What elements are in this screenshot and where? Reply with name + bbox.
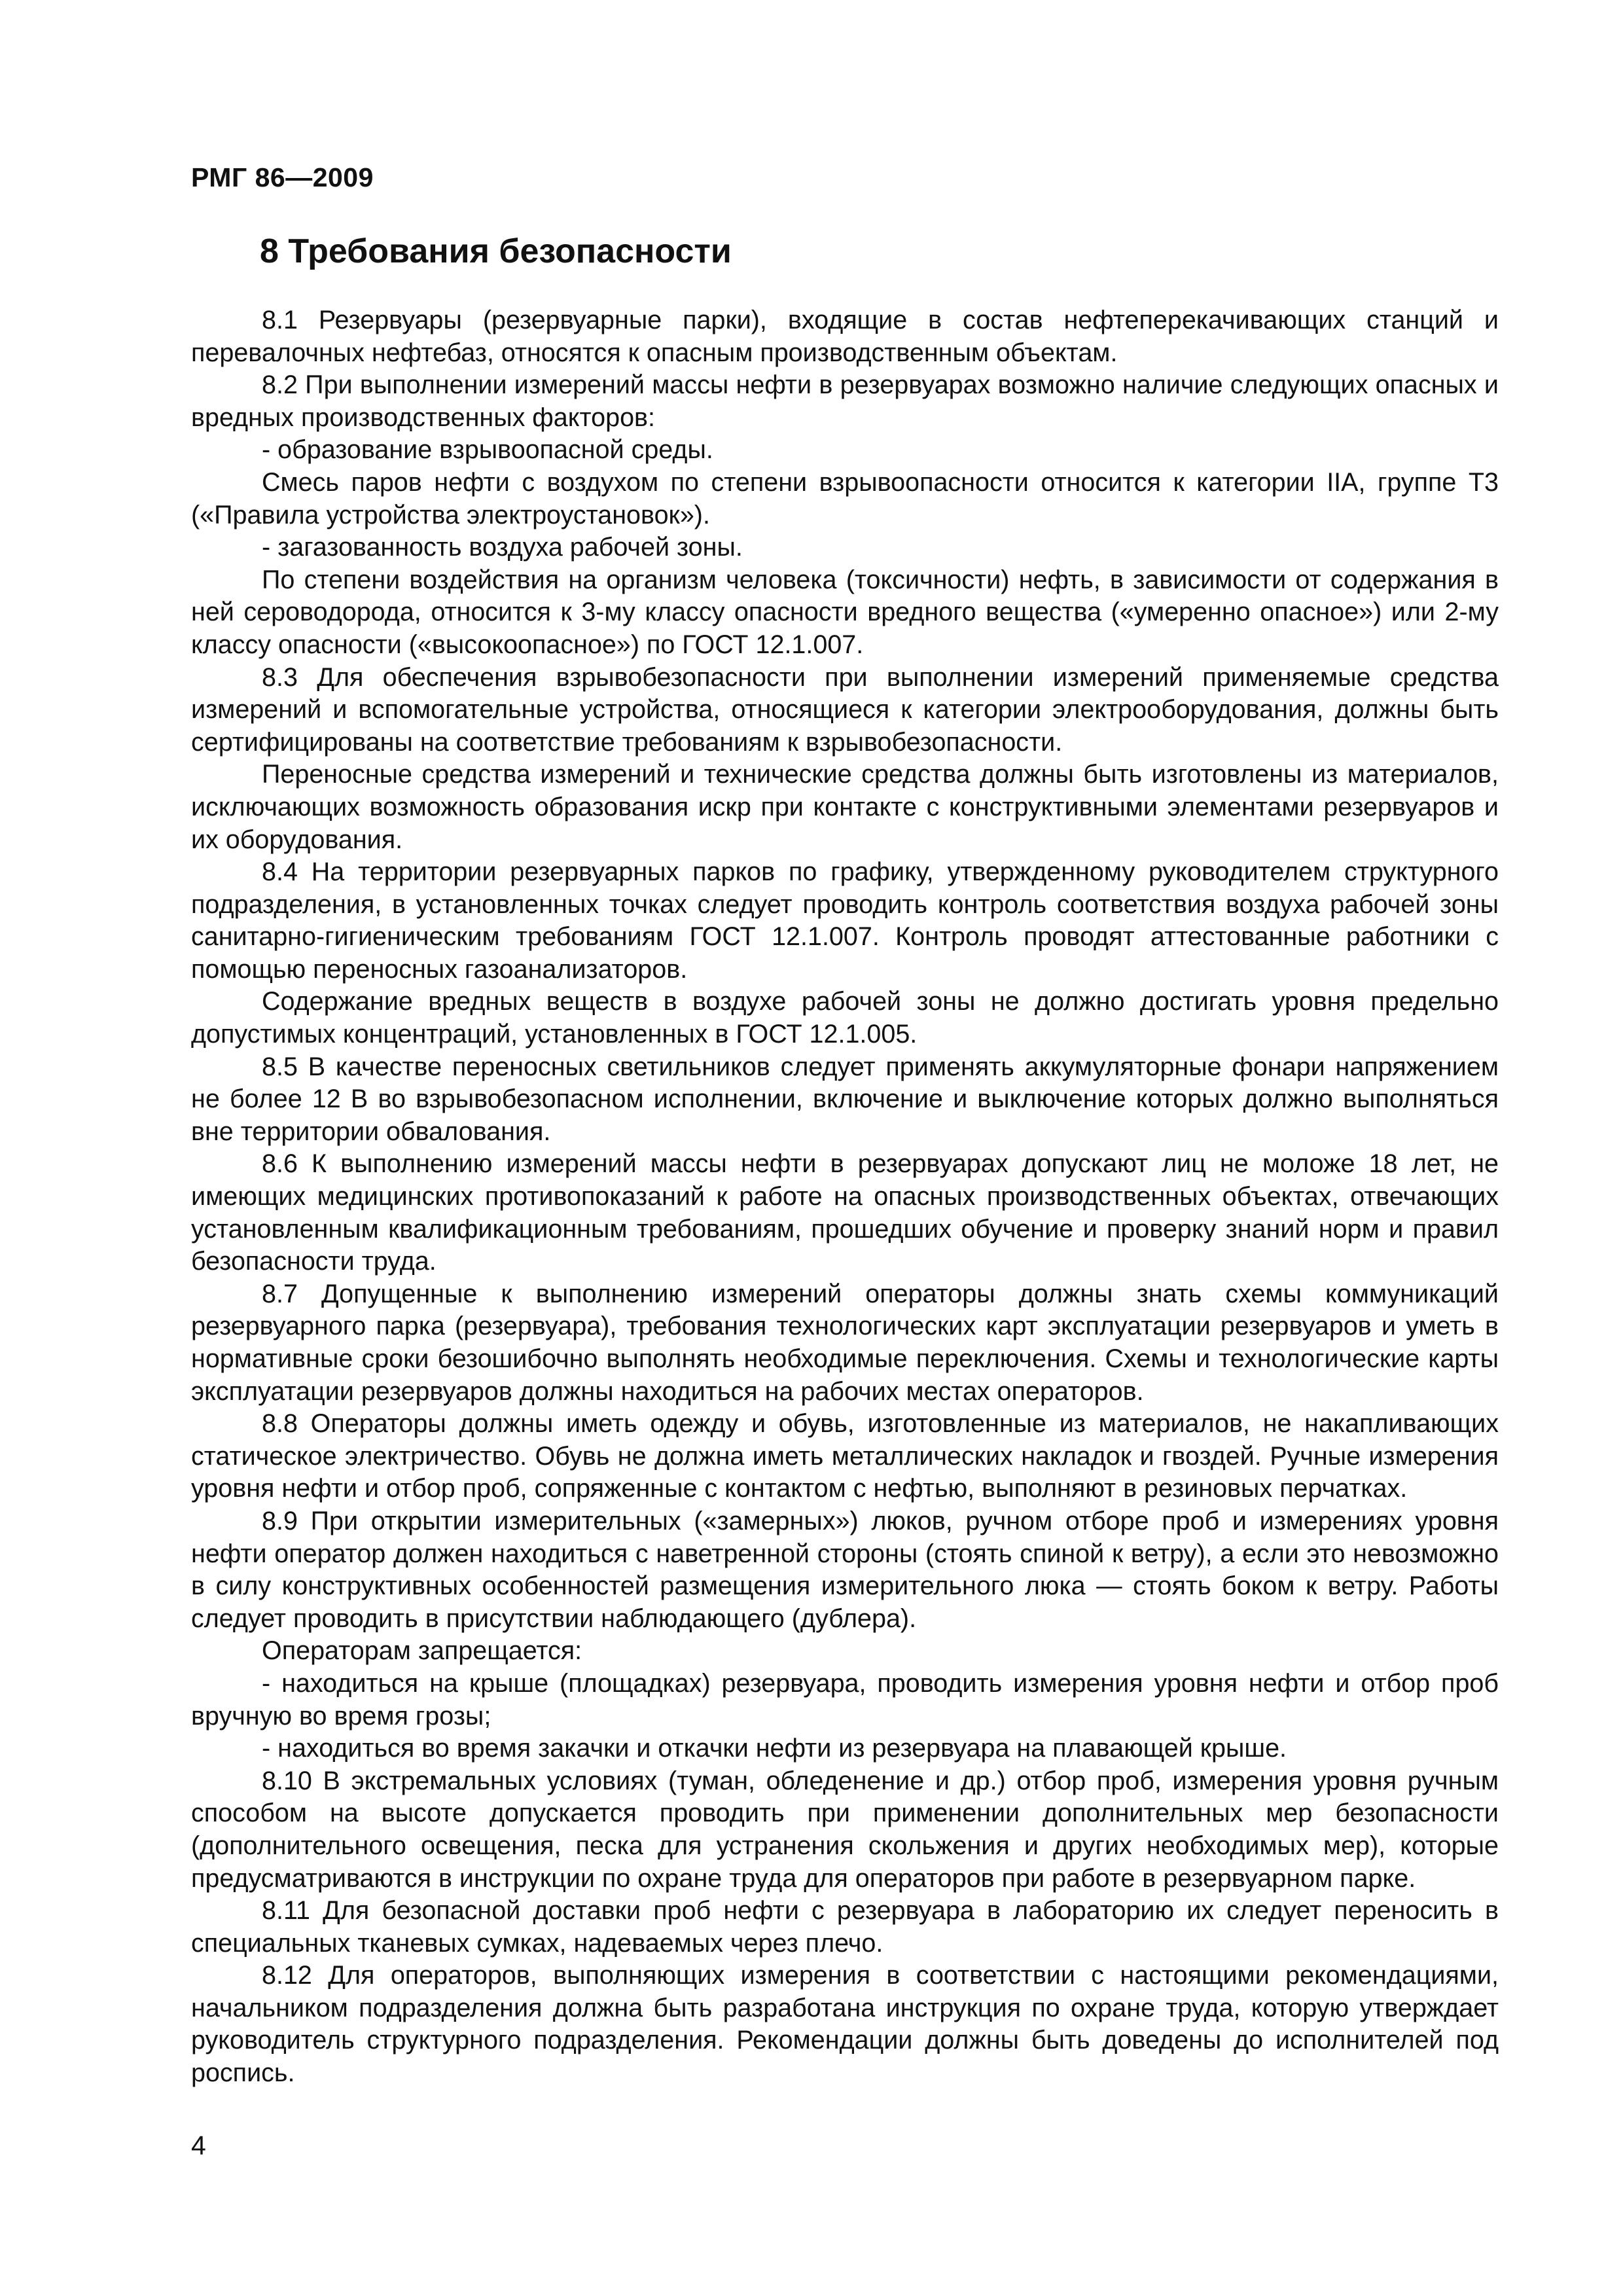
page-number: 4 xyxy=(191,2130,206,2161)
paragraph-toxicity: По степени воздействия на организм человека (токсичности) нефть, в зависимости от содержания в ней сероводорода, относится к 3-му классу опасности вредного вещества («умеренно опасное») или 2-му классу опасности («высокоопасное») по ГОСТ 12.1.007. xyxy=(191,565,1499,659)
section-title: 8 Требования безопасности xyxy=(260,232,732,270)
paragraph-8-10: 8.10 В экстремальных условиях (туман, обледенение и др.) отбор проб, измерения уровня ручным способом на высоте допускается проводить при применении дополнительных мер безопасности (дополнительного освещения, песка для устранения скольжения и других необходимых мер), которые предусматриваются в инструкции по охране труда для операторов при работе в резервуарном парке. xyxy=(191,1766,1499,1893)
hazard-list-item: - образование взрывоопасной среды. xyxy=(262,435,713,465)
paragraph-8-11: 8.11 Для безопасной доставки проб нефти с резервуара в лабораторию их следует переносить в специальных тканевых сумках, надеваемых через плечо. xyxy=(191,1896,1499,1958)
paragraph-8-3: 8.3 Для обеспечения взрывобезопасности при выполнении измерений применяемые средства измерений и вспомогательные устройства, относящиеся к категории электрооборудования, должны быть сертифицированы на соответствие требованиям к взрывобезопасности. xyxy=(191,662,1499,757)
paragraph-prohibitions-heading: Операторам запрещается: xyxy=(262,1636,582,1666)
paragraph-8-6: 8.6 К выполнению измерений массы нефти в резервуарах допускают лиц не моложе 18 лет, не имеющих медицинских противопоказаний к работе на опасных производственных объектах, отвечающих установленным квалификационным требованиям, прошедших обучение и проверку знаний норм и правил безопасности труда. xyxy=(191,1149,1499,1276)
prohibition-list-item: - находиться во время закачки и откачки нефти из резервуара на плавающей крыше. xyxy=(262,1734,1287,1763)
paragraph-8-8: 8.8 Операторы должны иметь одежду и обувь, изготовленные из материалов, не накапливающих статическое электричество. Обувь не должна иметь металлических накладок и гвоздей. Ручные измерения уровня нефти и отбор проб, сопряженные с контактом с нефтью, выполняют в резиновых перчатках. xyxy=(191,1409,1499,1503)
paragraph-8-9: 8.9 При открытии измерительных («замерных») люков, ручном отборе проб и измерениях уровня нефти оператор должен находиться с наветренной стороны (стоять спиной к ветру), а если это невозможно в силу конструктивных особенностей размещения измерительного люка — стоять боком к ветру. Работы следует проводить в присутствии наблюдающего (дублера). xyxy=(191,1506,1499,1633)
paragraph-8-1: 8.1 Резервуары (резервуарные парки), входящие в состав нефтеперекачивающих станций и перевалочных нефтебаз, относятся к опасным производственным объектам. xyxy=(191,306,1499,367)
paragraph-8-2: 8.2 При выполнении измерений массы нефти в резервуарах возможно наличие следующих опасных и вредных производственных факторов: xyxy=(191,370,1499,432)
document-code-header: РМГ 86—2009 xyxy=(191,162,374,192)
paragraph-explosion-category: Смесь паров нефти с воздухом по степени взрывоопасности относится к категории IIA, группе Т3 («Правила устройства электроустановок»). xyxy=(191,467,1499,529)
paragraph-8-4: 8.4 На территории резервуарных парков по графику, утвержденному руководителем структурного подразделения, в установленных точках следует проводить контроль соответствия воздуха рабочей зоны санитарно-гигиеническим требованиям ГОСТ 12.1.007. Контроль проводят аттестованные работники с помощью переносных газоанализаторов. xyxy=(191,857,1499,984)
paragraph-8-12: 8.12 Для операторов, выполняющих измерения в соответствии с настоящими рекомендациями, начальником подразделения должна быть разработана инструкция по охране труда, которую утверждает руководитель структурного подразделения. Рекомендации должны быть доведены до исполнителей под роспись. xyxy=(191,1961,1499,2088)
paragraph-8-5: 8.5 В качестве переносных светильников следует применять аккумуляторные фонари напряжением не более 12 В во взрывобезопасном исполнении, включение и выключение которых должно выполняться вне территории обвалования. xyxy=(191,1052,1499,1146)
paragraph-8-7: 8.7 Допущенные к выполнению измерений операторы должны знать схемы коммуникаций резервуарного парка (резервуара), требования технологических карт эксплуатации резервуаров и уметь в нормативные сроки безошибочно выполнять необходимые переключения. Схемы и технологические карты эксплуатации резервуаров должны находиться на рабочих местах операторов. xyxy=(191,1279,1499,1406)
hazard-list-item: - загазованность воздуха рабочей зоны. xyxy=(262,533,743,562)
prohibition-list-item: - находиться на крыше (площадках) резервуара, проводить измерения уровня нефти и отбор проб вручную во время грозы; xyxy=(191,1668,1499,1731)
paragraph-portable-instruments: Переносные средства измерений и технические средства должны быть изготовлены из материалов, исключающих возможность образования искр при контакте с конструктивными элементами резервуаров и их оборудования. xyxy=(191,760,1499,854)
paragraph-harmful-substances: Содержание вредных веществ в воздухе рабочей зоны не должно достигать уровня предельно допустимых концентраций, установленных в ГОСТ 12.1.005. xyxy=(191,987,1499,1049)
section-body xyxy=(191,304,1499,2090)
